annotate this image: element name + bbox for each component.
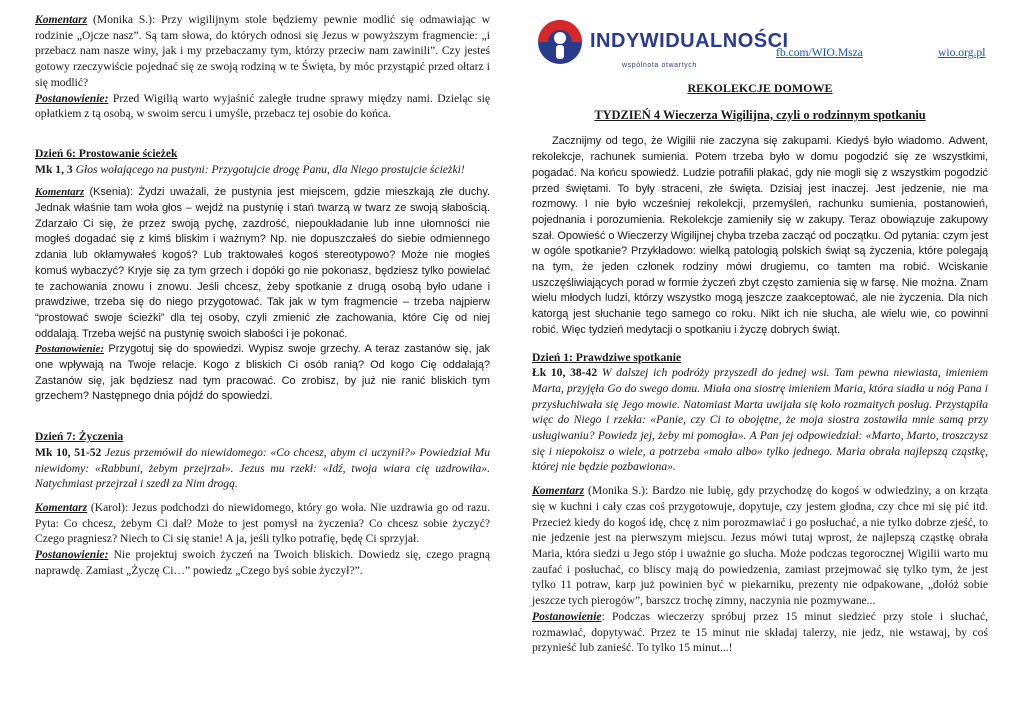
- logo-mark-icon: [532, 18, 588, 66]
- resolution-text: Przed Wigilią warto wyjaśnić zaległe trudne sprawy między nami. Dzieląc się opłatkiem z tą osobą, w swoim sercu i umyśle, przebacz tej osobie do końca.: [35, 91, 490, 121]
- day6-verse-text: Głos wołającego na pustyni: Przygotujcie drogę Panu, dla Niego prostujcie ścieżki!: [75, 162, 465, 176]
- day7-comment: [35, 500, 490, 547]
- day6-resolution: [35, 342, 490, 405]
- intro-paragraph: Zacznijmy od tego, że Wigilii nie zaczyna się zakupami. Kiedyś było wiadomo. Adwent, rekolekcje, rachunek sumienia. Potem trzeba było w domu pogodzić się ze wszystkimi, pogadać. Na końcu spowiedź. Ludzie potrafili płakać, gdy nie mogli się z wszystkim pogodzić przed świętami. To były straceni, złe święta. Dzisiaj jest inaczej. Jest jedzenie, nie ma rozmowy. I nie było wcześniej rekolekcji, przemyśleń, rachunku sumienia, postanowień, pojednania i porozumienia. Rekolekcje zamieniły się w zakupy. Teraz obowiązuje zakupowy szał. Opowieść o Wieczerzy Wigilijnej chyba trzeba zacząć od początku. Od pytania: czym jest w ogóle spotkanie? Przykładowo: wielką patologią polskich świąt są życzenia, które polegają na tym, że jeden członek rodziny mówi drugiemu, co tamten ma robić. Wciskanie uszczęśliwiających porad w formie życzeń zbyt często zamienia się w farsę. Nie można. Znam wielu młodych ludzi, którzy wszystko mogą jeszcze zaakceptować, ale nie życzenia. Dla nich katorgą jest słuchanie tego samego co roku. Nikt ich nie słucha, ale wielu wie, co powinni robić. Więc tydzień medytacji o spotkaniu i życzę dobrych świąt.: [532, 135, 988, 336]
- page-subtitle: TYDZIEŃ 4 Wieczerza Wigilijna, czyli o rodzinnym spotkaniu: [594, 107, 926, 122]
- comment-label: Komentarz: [35, 186, 85, 199]
- day1-verse: [532, 365, 988, 475]
- comment-paragraph-top: [35, 12, 490, 91]
- day7-verse: [35, 445, 490, 492]
- day7-verse-text: Jezus przemówił do niewidomego: «Co chcesz, abym ci uczynił?» Powiedział Mu niewidomy: «Rabbuni, żebym przejrzał». Jezus mu rzekł: «Idź, twoja wiara cię uzdrowiła». Natychmiast przejrzał i szedł za Nim drogą.: [35, 445, 490, 491]
- resolution-label: Postanowienie:: [35, 343, 104, 356]
- day1-resolution-text: : Podczas wieczerzy spróbuj przez 15 minut siedzieć przy stole i słuchać, rozmawiać, dopytywać. Przez te 15 minut nie składaj talerzy, nie jedz, nie wstawaj, by coś przynieść lub zanieść. To tylko 15 minut...!: [532, 609, 988, 655]
- day1-comment-text: (Monika S.): Bardzo nie lubię, gdy przychodzę do kogoś w odwiedziny, a on krząta się w kuchni i cały czas coś przygotowuje, dopytuje, czy jestem głodna, czy chce mi się pić itd. Przecież kiedy do kogoś idę, chcę z nim porozmawiać i go posłuchać, a nie tylko dobrze zjeść, to nie jedzenie jest na pierwszym miejscu. Jezus mówi tutaj wprost, że najlepszą cząstkę obrała Maria, która siedzi u Jego stóp i uważnie go słucha. Może podczas tegorocznej Wigilii warto mu zaufać i posłuchać, co bliscy mają do powiedzenia, zamiast przejmować się tylko tym, że jest tylko 11 potraw, karp już powinien być w piekarniku, prezenty nie odpakowane, „dołóż sobie jeszcze tych pierogów”, barszcz trochę zimny, naczynia nie pozmywane...: [532, 484, 988, 608]
- day1-heading: Dzień 1: Prawdziwe spotkanie: [532, 350, 682, 364]
- day7-comment-text: (Karol): Jezus podchodzi do niewidomego, który go woła. Nie uzdrawia go od razu. Pyta: Co chcesz, żebym Ci dał? Może to jest pomysł na życzenia? Co chcesz sobie życzyć? Czego pragniesz? Niech to Ci się stanie! A ja, jeśli tylko potrafię, będę Ci sprzyjał.: [35, 500, 490, 546]
- resolution-label: Postanowienie:: [35, 548, 109, 562]
- day6-comment: [35, 185, 490, 342]
- day6-verse: [35, 162, 490, 178]
- comment-label: Komentarz: [35, 500, 88, 514]
- comment-label: Komentarz: [35, 13, 88, 26]
- resolution-label: Postanowienie: [532, 609, 602, 623]
- day1-verse-text: W dalszej ich podróży przyszedł do jednej wsi. Tam pewna niewiasta, imieniem Marta, przyjęła Go do swego domu. Miała ona siostrę imieniem Maria, która siadła u nóg Pana i przysłuchiwała się Jego mowie. Natomiast Marta uwijała się koło rozmaitych posług. Przystąpiła więc do Niego i rzekła: «Panie, czy Ci to obojętne, że moja siostra zostawiła mnie samą przy usługiwaniu? Powiedz jej, żeby mi pomogła». A Pan jej odpowiedział: «Marto, Marto, troszczysz się i niepokoisz o wiele, a potrzeba «mało albo» tylko jednego. Maria obrała najlepszą cząstkę, której nie będzie pozbawiona».: [532, 366, 988, 474]
- day7-heading: Dzień 7: Życzenia: [35, 430, 124, 444]
- page-title: REKOLEKCJE DOMOWE: [687, 81, 833, 95]
- day1-comment: [532, 483, 988, 609]
- facebook-link[interactable]: fb.com/WIO.Msza: [776, 46, 863, 59]
- day1-ref: Łk 10, 38-42: [532, 366, 598, 380]
- resolution-label: Postanowienie:: [35, 91, 109, 105]
- day6-resolution-text: Przygotuj się do spowiedzi. Wypisz swoje grzechy. A teraz zastanów się, jak one wpływają na Twoje relacje. Kogo z bliskich Ci osób ranią? Od kogo Cię oddalają? Zastanów się, jak będziesz nad tym pracować. Co zrobisz, by już nie ranić bliskich tym grzechem? Następnego dnia pójdź do spowiedzi.: [35, 343, 490, 403]
- comment-label: Komentarz: [532, 484, 585, 498]
- right-column: [532, 12, 988, 656]
- left-column: [35, 12, 490, 579]
- website-link[interactable]: wio.org.pl: [938, 46, 986, 59]
- resolution-paragraph-top: [35, 91, 490, 122]
- day6-ref: Mk 1, 3: [35, 162, 73, 176]
- day6-heading: Dzień 6: Prostowanie ścieżek: [35, 146, 178, 160]
- day6-comment-text: (Ksenia): Żydzi uważali, że pustynia jest miejscem, gdzie mieszkają złe duchy. Jednak właśnie tam woła głos – wejdź na pustynię i stań twarzą w twarz ze swoją słabością. Zdarzało Ci się, że przez swoją pychę, zazdrość, niepoukładanie lub inne ułomności nie mogłeś dogadać się z kimś bliskim i ważnym? Np. nie dopuszczałeś do siebie odmiennego zdania lub okłamywałeś kogoś? Lub traktowałeś kogoś stereotypowo? Może nie mogłeś komuś wybaczyć? Kryje się za tym grzech i dopóki go nie pokonasz, będziesz tylko powielać te zachowania znowu i znowu. Jeśli chcesz, żeby spotkanie z drugą osobą było udane i prawdziwe, trzeba się do niego przygotować. Tak jak w tym fragmencie – trzeba najpierw “prostować swoje ścieżki” dla tej osoby, czyli zmienić złe zachowania, które Cię od niej oddalają. Trzeba wejść na pustynię swoich słabości i je pokonać.: [35, 186, 490, 340]
- page-header: [532, 12, 988, 70]
- comment-text: (Monika S.): Przy wigilijnym stole będziemy pewnie modlić się odmawiając w rodzinie „Ojcze nasz”. Są tam słowa, do których odnosi się Jezus w powyższym fragmencie: „i przebacz nam nasze winy, jak i my przebaczamy tym, którzy przeciw nam zawinili”. Czy jesteś gotowy rzeczywiście pojednać się ze swoją rodziną w te Święta, by móc przystąpić przed ołtarz i się modlić?: [35, 13, 490, 89]
- logo: [532, 18, 789, 69]
- logo-name: INDYWIDUALNOŚCI: [590, 30, 789, 52]
- day7-resolution: [35, 547, 490, 578]
- day7-resolution-text: Nie projektuj swoich życzeń na Twoich bliskich. Dowiedz się, czego pragną naprawdę. Zamiast „Życzę Ci…” powiedz „Czego byś sobie życzył?”.: [35, 548, 490, 577]
- logo-tagline: wspólnota otwartych: [622, 62, 697, 69]
- day7-ref: Mk 10, 51-52: [35, 445, 102, 459]
- day1-resolution: [532, 609, 988, 656]
